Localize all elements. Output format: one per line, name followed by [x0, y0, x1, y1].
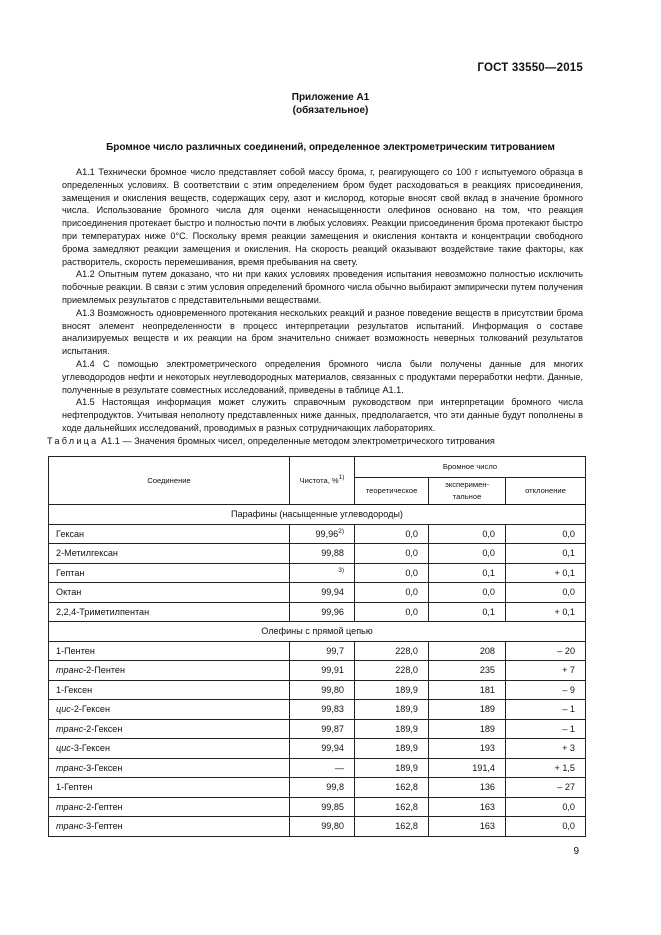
purity-cell: [290, 641, 355, 661]
purity-value: 99,87: [321, 723, 344, 734]
deviation-cell: + 7: [506, 661, 586, 681]
compound-name: -2-Гексен: [83, 723, 123, 734]
paragraph-a1-2: А1.2 Опытным путем доказано, что ни при каких условиях проведения испытания невозможно полностью исключить побочные реакции. В связи с этим условия определений бромного числа обычно выбирают эмпирически путем получения приемлемых результатов с представительными веществами.: [62, 269, 583, 305]
isomer-prefix: транс: [56, 821, 84, 832]
compound-cell: [49, 583, 290, 603]
deviation-cell: 0,0: [506, 583, 586, 603]
header-purity: [290, 457, 355, 505]
deviation-cell: 0,1: [506, 544, 586, 564]
isomer-prefix: цис: [56, 704, 71, 715]
compound-name: 2,2,4-Триметилпентан: [56, 606, 150, 617]
purity-cell: [290, 739, 355, 759]
compound-cell: [49, 778, 290, 798]
paragraph-a1-3: А1.3 Возможность одновременного протекания нескольких реакций и разное поведение веществ в присутствии брома вносят элемент неопределенности в процесс интерпретации результатов испытаний. Информация о составе анализируемых веществ и их реакции на бром значительно снижает возможность неверных толкований результатов испытания.: [62, 307, 583, 357]
table-caption-label: Таблица: [47, 436, 99, 446]
table-row: [49, 817, 586, 837]
experimental-cell: 0,1: [429, 563, 506, 583]
table-body: [49, 505, 586, 837]
theoretical-cell: 189,9: [355, 700, 429, 720]
table-row: [49, 778, 586, 798]
deviation-cell: – 1: [506, 700, 586, 720]
experimental-cell: 0,1: [429, 602, 506, 622]
appendix-title: Приложение А1: [291, 92, 370, 103]
deviation-cell: + 0,1: [506, 602, 586, 622]
purity-value: 99,80: [321, 684, 344, 695]
compound-cell: [49, 797, 290, 817]
deviation-cell: 0,0: [506, 797, 586, 817]
section-title-cell: Парафины (насыщенные углеводороды): [49, 505, 586, 525]
compound-name: 1-Гептен: [56, 782, 93, 793]
experimental-cell: 193: [429, 739, 506, 759]
standard-number: ГОСТ 33550—2015: [477, 62, 583, 74]
purity-footnote: 2): [338, 527, 344, 535]
purity-cell: [290, 563, 355, 583]
compound-name: -2-Пентен: [83, 665, 126, 676]
purity-value: 99,7: [326, 645, 344, 656]
experimental-cell: 208: [429, 641, 506, 661]
deviation-cell: – 1: [506, 719, 586, 739]
header-theoretical: теоретическое: [355, 478, 429, 505]
purity-value: 99,85: [321, 801, 344, 812]
isomer-prefix: транс: [56, 762, 84, 773]
theoretical-cell: 189,9: [355, 719, 429, 739]
compound-cell: [49, 641, 290, 661]
purity-footnote: 3): [338, 566, 344, 574]
compound-cell: [49, 563, 290, 583]
deviation-cell: – 27: [506, 778, 586, 798]
purity-cell: [290, 817, 355, 837]
compound-name: 1-Пентен: [56, 645, 95, 656]
experimental-cell: 235: [429, 661, 506, 681]
deviation-cell: + 0,1: [506, 563, 586, 583]
table-row: [49, 797, 586, 817]
compound-cell: [49, 524, 290, 544]
theoretical-cell: 189,9: [355, 680, 429, 700]
table-row: [49, 524, 586, 544]
paragraph-a1-1: А1.1 Технически бромное число представляет собой массу брома, г, реагирующего со 100 г испытуемого образца в определенных условиях. В соответствии с этим определением бром будет расходоваться в реакциях присоединения, замещения и окисления веществ, содержащих серу, азот и кислород, которые вносят свой вклад в значение бромного числа. Использование бромного числа для оценки ненасыщенности олефинов основано на том, что реакция присоединения протекает быстро и полностью почти в любых условиях. Реакции присоединения брома протекают быстро при температурах ниже 0°С. Поскольку время реакции замещения и окисления контакта и концентрации свободного брома замедляют реакции замещения и окисления. На скорость реакций оказывают воздействие такие факторы, как растворитель, скорость перемешивания, время пребывания на свету.: [62, 167, 583, 267]
purity-value: 99,8: [326, 782, 344, 793]
purity-value: 99,96: [315, 528, 339, 539]
compound-name: -2-Гексен: [70, 704, 111, 715]
header-bromine-number: Бромное число: [355, 457, 586, 478]
experimental-cell: 0,0: [429, 583, 506, 603]
purity-cell: [290, 680, 355, 700]
theoretical-cell: 162,8: [355, 778, 429, 798]
theoretical-cell: 162,8: [355, 797, 429, 817]
compound-name: -2-Гептен: [83, 801, 123, 812]
isomer-prefix: транс: [56, 665, 84, 676]
section-title: Бромное число различных соединений, определенное электрометрическим титрованием: [106, 142, 555, 153]
compound-name: 2-Метилгексан: [56, 548, 118, 559]
purity-value: 99,88: [321, 548, 344, 559]
header-experimental: эксперимен-тальное: [429, 478, 506, 505]
theoretical-cell: 189,9: [355, 739, 429, 759]
purity-value: —: [334, 762, 344, 773]
compound-cell: [49, 739, 290, 759]
deviation-cell: + 3: [506, 739, 586, 759]
table-row: [49, 583, 586, 603]
purity-cell: [290, 719, 355, 739]
deviation-cell: 0,0: [506, 817, 586, 837]
purity-cell: [290, 602, 355, 622]
deviation-cell: + 1,5: [506, 758, 586, 778]
theoretical-cell: 0,0: [355, 583, 429, 603]
table-row: [49, 758, 586, 778]
compound-name: -3-Гексен: [70, 743, 111, 754]
deviation-cell: – 20: [506, 641, 586, 661]
paragraph-a1-4: А1.4 С помощью электрометрического определения бромного числа были получены данные для многих углеводородов нефти и некоторых неуглеводородных материалов, связанных с продуктами переработки нефти. Данные, полученные в результате совместных исследований, приведены в таблице А1.1.: [62, 358, 583, 395]
purity-cell: [290, 778, 355, 798]
compound-cell: [49, 758, 290, 778]
theoretical-cell: 162,8: [355, 817, 429, 837]
deviation-cell: – 9: [506, 680, 586, 700]
theoretical-cell: 189,9: [355, 758, 429, 778]
header-purity-label: Чистота, %: [299, 475, 339, 485]
experimental-cell: 191,4: [429, 758, 506, 778]
experimental-cell: 0,0: [429, 544, 506, 564]
isomer-prefix: транс: [56, 723, 84, 734]
purity-value: 99,80: [321, 821, 344, 832]
compound-cell: [49, 661, 290, 681]
table-caption: [47, 436, 495, 446]
compound-cell: [49, 602, 290, 622]
paragraph-a1-5: А1.5 Настоящая информация может служить справочным руководством при интерпретации бромного числа нефтепродуктов. Учитывая неполноту представленных ниже данных, предполагается, что эти данные будут пополнены в ходе дальнейших исследований, проводимых в разных сотрудничающих лабораториях.: [62, 397, 583, 433]
compound-name: Гексан: [56, 528, 85, 539]
purity-value: 99,91: [321, 665, 344, 676]
experimental-cell: 136: [429, 778, 506, 798]
compound-cell: [49, 817, 290, 837]
section-row: [49, 622, 586, 642]
table-row: [49, 641, 586, 661]
compound-cell: [49, 680, 290, 700]
table-row: [49, 661, 586, 681]
table-row: [49, 719, 586, 739]
theoretical-cell: 0,0: [355, 524, 429, 544]
appendix-heading: [0, 91, 661, 117]
experimental-cell: 189: [429, 700, 506, 720]
experimental-cell: 163: [429, 797, 506, 817]
page-number: 9: [573, 846, 579, 857]
compound-cell: [49, 544, 290, 564]
table-row: [49, 739, 586, 759]
table-row: [49, 700, 586, 720]
purity-cell: [290, 758, 355, 778]
purity-value: 99,94: [321, 743, 344, 754]
compound-cell: [49, 700, 290, 720]
purity-cell: [290, 524, 355, 544]
theoretical-cell: 0,0: [355, 563, 429, 583]
compound-cell: [49, 719, 290, 739]
table-caption-number: А1.1: [101, 436, 120, 446]
purity-value: 99,96: [321, 606, 344, 617]
table-row: [49, 602, 586, 622]
theoretical-cell: 0,0: [355, 544, 429, 564]
compound-name: -3-Гексен: [83, 762, 123, 773]
theoretical-cell: 0,0: [355, 602, 429, 622]
header-purity-note: 1): [338, 473, 345, 481]
compound-name: Гептан: [56, 567, 85, 578]
compound-name: Октан: [56, 587, 82, 598]
isomer-prefix: цис: [56, 743, 71, 754]
body-text: [62, 166, 583, 435]
bromine-number-table: [48, 456, 586, 837]
experimental-cell: 163: [429, 817, 506, 837]
purity-cell: [290, 661, 355, 681]
header-compound: Соединение: [49, 457, 290, 505]
experimental-cell: 0,0: [429, 524, 506, 544]
section-title-cell: Олефины с прямой цепью: [49, 622, 586, 642]
table-row: [49, 680, 586, 700]
purity-cell: [290, 544, 355, 564]
table-row: [49, 563, 586, 583]
purity-cell: [290, 583, 355, 603]
purity-value: 99,94: [321, 587, 344, 598]
purity-cell: [290, 797, 355, 817]
table-row: [49, 544, 586, 564]
theoretical-cell: 228,0: [355, 641, 429, 661]
compound-name: -3-Гептен: [83, 821, 123, 832]
experimental-cell: 189: [429, 719, 506, 739]
purity-value: 99,83: [321, 704, 344, 715]
deviation-cell: 0,0: [506, 524, 586, 544]
header-deviation: отклонение: [506, 478, 586, 505]
experimental-cell: 181: [429, 680, 506, 700]
table-caption-text: — Значения бромных чисел, определенные методом электрометрического титрования: [119, 436, 495, 446]
section-row: [49, 505, 586, 525]
isomer-prefix: транс: [56, 801, 84, 812]
appendix-subtitle: (обязательное): [292, 105, 369, 116]
purity-cell: [290, 700, 355, 720]
theoretical-cell: 228,0: [355, 661, 429, 681]
compound-name: 1-Гексен: [56, 684, 93, 695]
